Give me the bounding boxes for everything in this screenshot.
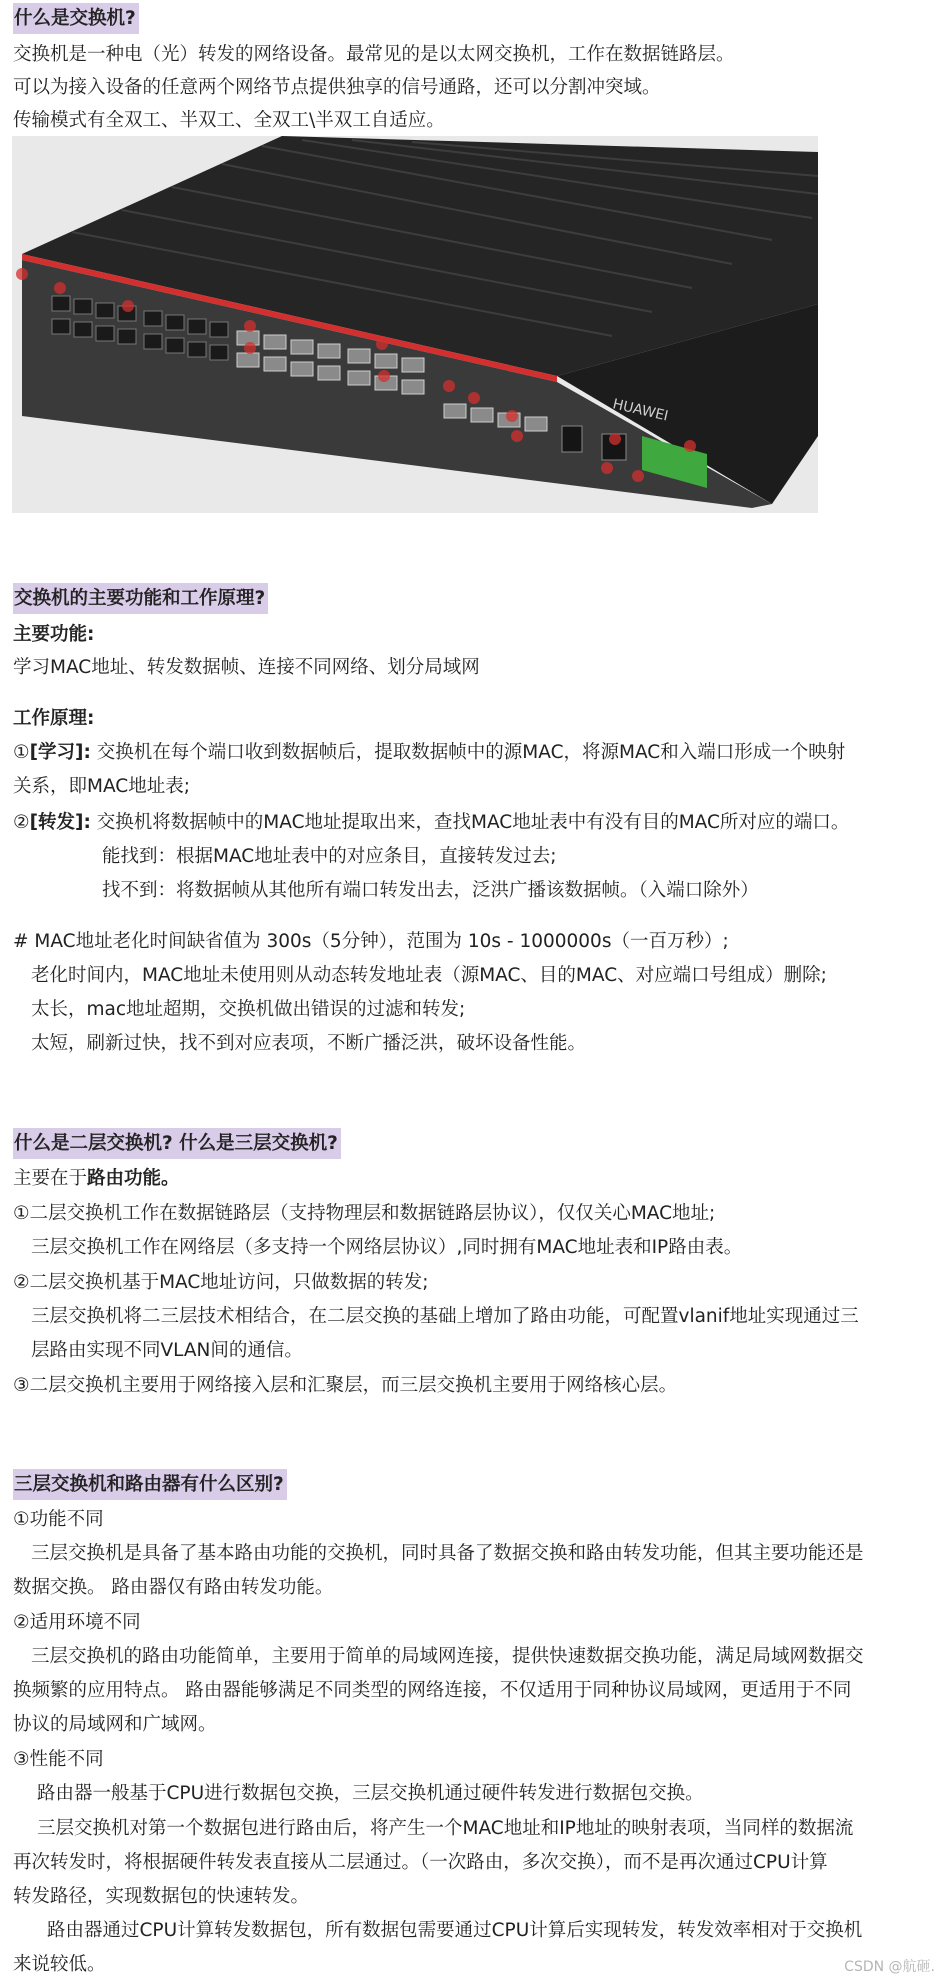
- subheading: ③性能不同: [13, 1749, 104, 1770]
- watermark: CSDN @航砸.: [844, 1959, 935, 1975]
- tag-learn: [学习]:: [29, 742, 91, 763]
- subheading-main-functions: 主要功能:: [13, 624, 95, 645]
- paragraph: 关系，即MAC地址表;: [13, 776, 190, 797]
- paragraph: 换频繁的应用特点。 路由器能够满足不同类型的网络连接，不仅适用于同种协议局域网，更适用于不同: [13, 1680, 852, 1701]
- paragraph: 三层交换机对第一个数据包进行路由后，将产生一个MAC地址和IP地址的映射表项，当同样的数据流: [37, 1818, 854, 1839]
- subheading-principle: 工作原理:: [13, 708, 95, 729]
- text: 。: [161, 1168, 180, 1189]
- paragraph: 三层交换机将二三层技术相结合，在二层交换的基础上增加了路由功能，可配置vlanif地址实现通过三: [31, 1306, 859, 1327]
- paragraph: 数据交换。 路由器仅有路由转发功能。: [13, 1577, 334, 1598]
- huawei-switch-illustration: [12, 136, 818, 513]
- forward-text: 交换机将数据帧中的MAC地址提取出来，查找MAC地址表中有没有目的MAC所对应的端口。: [90, 812, 850, 833]
- heading-what-is-switch: 什么是交换机?: [13, 3, 139, 34]
- paragraph: 能找到：根据MAC地址表中的对应条目，直接转发过去;: [102, 846, 557, 867]
- paragraph: 学习MAC地址、转发数据帧、连接不同网络、划分局域网: [13, 657, 480, 678]
- paragraph: 三层交换机工作在网络层（多支持一个网络层协议）,同时拥有MAC地址表和IP路由表。: [31, 1237, 743, 1258]
- paragraph-learn: [13, 736, 845, 770]
- heading-functions-principle: 交换机的主要功能和工作原理?: [13, 583, 268, 614]
- switch-photo: [12, 136, 818, 513]
- paragraph: 路由器通过CPU计算转发数据包，所有数据包需要通过CPU计算后实现转发，转发效率相对于交换机: [47, 1920, 863, 1941]
- paragraph: ①二层交换机工作在数据链路层（支持物理层和数据链路层协议），仅仅关心MAC地址;: [13, 1203, 716, 1224]
- paragraph: ②二层交换机基于MAC地址访问，只做数据的转发;: [13, 1272, 429, 1293]
- heading-l3-vs-router: 三层交换机和路由器有什么区别?: [13, 1469, 287, 1500]
- paragraph: 找不到：将数据帧从其他所有端口转发出去，泛洪广播该数据帧。（入端口除外）: [102, 880, 759, 901]
- paragraph: ③二层交换机主要用于网络接入层和汇聚层，而三层交换机主要用于网络核心层。: [13, 1375, 678, 1396]
- paragraph: 交换机是一种电（光）转发的网络设备。最常见的是以太网交换机，工作在数据链路层。: [13, 44, 735, 65]
- circled-number: ①: [13, 742, 30, 763]
- paragraph: 太短，刷新过快，找不到对应表项，不断广播泛洪，破坏设备性能。: [31, 1033, 587, 1054]
- brand-logo-text: HUAWEI: [611, 396, 670, 425]
- paragraph: 来说较低。: [13, 1954, 106, 1975]
- paragraph: 路由器一般基于CPU进行数据包交换，三层交换机通过硬件转发进行数据包交换。: [37, 1783, 704, 1804]
- paragraph: 转发路径，实现数据包的快速转发。: [13, 1886, 310, 1907]
- tag-forward: [转发]:: [29, 812, 91, 833]
- subheading: ①功能不同: [13, 1509, 104, 1530]
- circled-number: ②: [13, 812, 30, 833]
- paragraph: 老化时间内，MAC地址未使用则从动态转发地址表（源MAC、目的MAC、对应端口号组成）删除;: [31, 965, 827, 986]
- paragraph: 三层交换机的路由功能简单，主要用于简单的局域网连接，提供快速数据交换功能，满足局域网数据交: [31, 1646, 864, 1667]
- subheading: ②适用环境不同: [13, 1612, 141, 1633]
- paragraph: [13, 1162, 180, 1196]
- paragraph: 协议的局域网和广域网。: [13, 1714, 217, 1735]
- paragraph: 太长，mac地址超期，交换机做出错误的过滤和转发;: [31, 999, 466, 1020]
- paragraph: # MAC地址老化时间缺省值为 300s（5分钟），范围为 10s - 1000000s（一百万秒）;: [13, 931, 729, 952]
- paragraph: 再次转发时，将根据硬件转发表直接从二层通过。（一次路由，多次交换），而不是再次通过CPU计算: [13, 1852, 828, 1873]
- paragraph: 传输模式有全双工、半双工、全双工\半双工自适应。: [13, 110, 445, 131]
- text: 主要在于: [13, 1168, 88, 1189]
- emphasis: 路由功能: [87, 1168, 162, 1189]
- heading-l2-l3-switch: 什么是二层交换机? 什么是三层交换机?: [13, 1128, 341, 1159]
- paragraph: 三层交换机是具备了基本路由功能的交换机，同时具备了数据交换和路由转发功能，但其主要功能还是: [31, 1543, 864, 1564]
- learn-text: 交换机在每个端口收到数据帧后，提取数据帧中的源MAC，将源MAC和入端口形成一个映射: [90, 742, 846, 763]
- paragraph: 可以为接入设备的任意两个网络节点提供独享的信号通路，还可以分割冲突域。: [13, 77, 661, 98]
- paragraph-forward: [13, 806, 849, 840]
- paragraph: 层路由实现不同VLAN间的通信。: [31, 1340, 303, 1361]
